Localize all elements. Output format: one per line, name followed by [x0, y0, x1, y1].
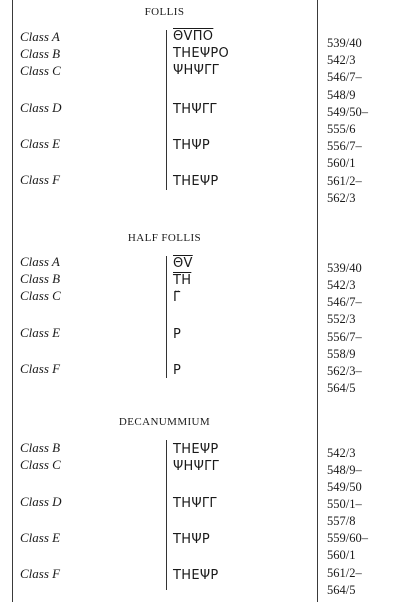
- follis-date-d-end: 555/6: [327, 122, 356, 136]
- half-follis-date-c-end: 552/3: [327, 312, 356, 326]
- decanummium-class-e: Class E: [20, 530, 61, 545]
- decanummium-legend-f: ΤΗΕΨΡ: [173, 568, 219, 583]
- half-follis-date-e-end: 558/9: [327, 347, 356, 361]
- half-follis-legend-rule: [166, 256, 167, 378]
- follis-legend-d: ΤΗΨΓΓ: [173, 102, 217, 117]
- follis-legend-b: ΤΗΕΨΡΟ: [173, 46, 230, 61]
- decanummium-legend-b: ΤΗΕΨΡ: [173, 442, 219, 457]
- follis-class-d: Class D: [20, 100, 62, 115]
- decanummium-date-e-end: 560/1: [327, 548, 356, 562]
- half-follis-date-b: 542/3: [327, 278, 356, 292]
- follis-class-a: Class A: [20, 29, 60, 44]
- decanummium-class-c: Class C: [20, 457, 61, 472]
- decanummium-legend-e: ΤΗΨΡ: [173, 532, 210, 547]
- half-follis-date-f: 562/3–: [327, 364, 362, 378]
- half-follis-date-c: 546/7–: [327, 295, 362, 309]
- half-follis-class-e: Class E: [20, 325, 61, 340]
- decanummium-legend-d: ΤΗΨΓΓ: [173, 496, 217, 511]
- follis-legend-e: ΤΗΨΡ: [173, 138, 210, 153]
- follis-legend-a: ΘVΠΟ: [173, 29, 214, 44]
- follis-date-c: 546/7–: [327, 70, 362, 84]
- half-follis-class-c: Class C: [20, 288, 61, 303]
- follis-legend-rule: [166, 30, 167, 190]
- half-follis-date-e: 556/7–: [327, 330, 362, 344]
- half-follis-class-b: Class B: [20, 271, 61, 286]
- follis-class-c: Class C: [20, 63, 61, 78]
- section-title-follis: FOLLIS: [144, 6, 185, 18]
- follis-date-b: 542/3: [327, 53, 356, 67]
- decanummium-legend-rule: [166, 440, 167, 590]
- left-rule: [12, 0, 13, 602]
- half-follis-legend-b: $\overline{TH}$: [173, 273, 192, 288]
- follis-date-f-end: 562/3: [327, 191, 356, 205]
- half-follis-date-f-end: 564/5: [327, 381, 356, 395]
- half-follis-class-f: Class F: [20, 361, 61, 376]
- follis-date-f: 561/2–: [327, 174, 362, 188]
- decanummium-date-f-end: 564/5: [327, 583, 356, 597]
- decanummium-date-d-end: 557/8: [327, 514, 356, 528]
- follis-class-f: Class F: [20, 172, 61, 187]
- decanummium-date-f: 561/2–: [327, 566, 362, 580]
- follis-class-e: Class E: [20, 136, 61, 151]
- section-title-decanummium: DECANUMMIUM: [118, 416, 211, 428]
- follis-date-e: 556/7–: [327, 139, 362, 153]
- follis-date-d: 549/50–: [327, 105, 368, 119]
- decanummium-date-b: 542/3: [327, 446, 356, 460]
- follis-legend-c: ΨΗΨΓΓ: [173, 63, 220, 78]
- decanummium-date-d: 550/1–: [327, 497, 362, 511]
- decanummium-class-b: Class B: [20, 440, 61, 455]
- section-title-half-follis: HALF FOLLIS: [127, 232, 202, 244]
- decanummium-class-f: Class F: [20, 566, 61, 581]
- half-follis-class-a: Class A: [20, 254, 60, 269]
- follis-date-a: 539/40: [327, 36, 362, 50]
- half-follis-legend-f: Ρ: [173, 363, 182, 378]
- half-follis-legend-e: Ρ: [173, 327, 182, 342]
- decanummium-legend-c: ΨΗΨΓΓ: [173, 459, 220, 474]
- decanummium-date-e: 559/60–: [327, 531, 368, 545]
- follis-date-c-end: 548/9: [327, 88, 356, 102]
- decanummium-class-d: Class D: [20, 494, 62, 509]
- decanummium-date-c-end: 549/50: [327, 480, 362, 494]
- half-follis-date-a: 539/40: [327, 261, 362, 275]
- half-follis-legend-c: Γ̈: [173, 290, 181, 305]
- decanummium-date-c: 548/9–: [327, 463, 362, 477]
- follis-class-b: Class B: [20, 46, 61, 61]
- follis-date-e-end: 560/1: [327, 156, 356, 170]
- follis-legend-f: ΤΗΕΨΡ: [173, 174, 219, 189]
- right-rule: [317, 0, 318, 602]
- half-follis-legend-a: $\overline{\Theta V}$: [173, 256, 193, 271]
